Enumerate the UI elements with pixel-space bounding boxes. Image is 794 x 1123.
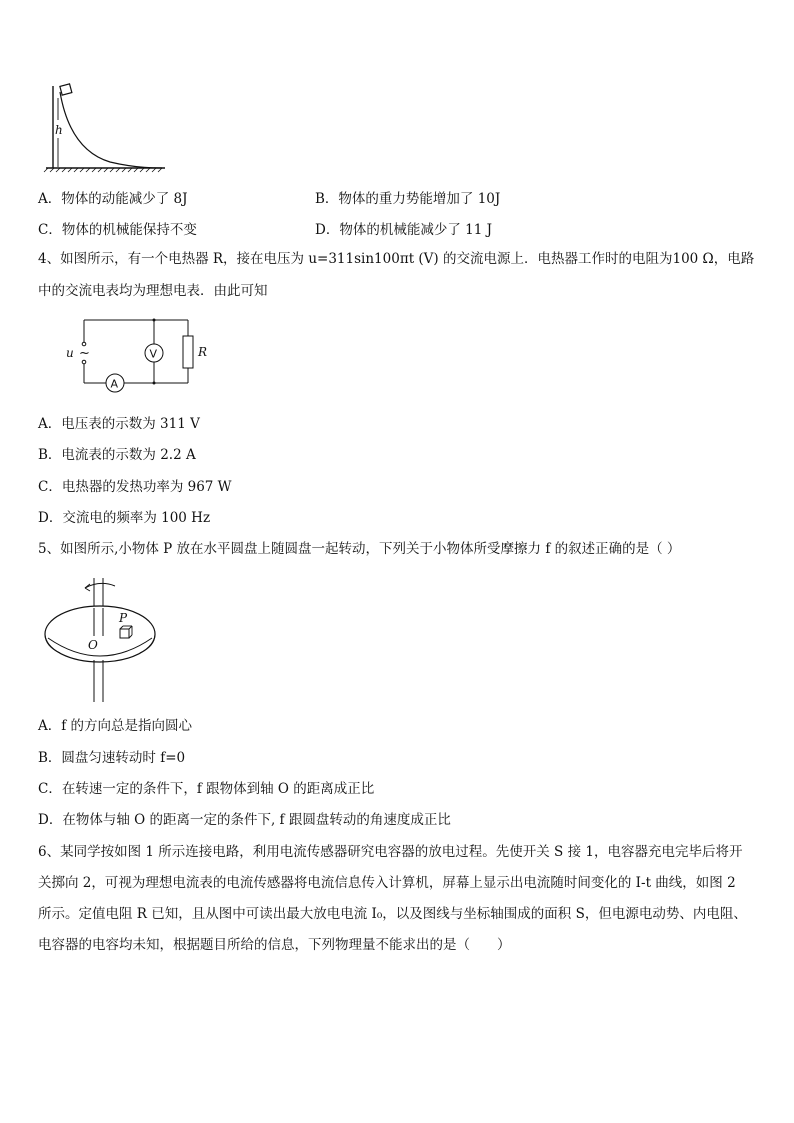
q5-option-d: D．在物体与轴 O 的距离一定的条件下, f 跟圆盘转动的角速度成正比 [38, 812, 451, 828]
slope-figure [40, 80, 170, 170]
q4-option-b: B．电流表的示数为 2.2 A [38, 447, 196, 463]
q5-option-c: C．在转速一定的条件下，f 跟物体到轴 O 的距离成正比 [38, 781, 375, 797]
ac-symbol: ~ [79, 346, 90, 361]
circuit-figure [62, 314, 222, 394]
q6-stem-line2: 关掷向 2，可视为理想电流表的电流传感器将电流信息传入计算机，屏幕上显示出电流随时间变化的 I-t 曲线，如图 2 [38, 875, 736, 891]
height-label: h [55, 123, 63, 137]
q3-option-d: D．物体的机械能减少了 11 J [315, 222, 492, 238]
ammeter-label: A [110, 377, 119, 391]
q5-option-a: A．f 的方向总是指向圆心 [38, 718, 193, 734]
rotating-disc-figure [40, 574, 170, 704]
q3-option-a: A．物体的动能减少了 8J [38, 191, 188, 207]
voltmeter-label: V [149, 347, 158, 361]
q5-option-b: B．圆盘匀速转动时 f=0 [38, 750, 186, 766]
q4-option-a: A．电压表的示数为 311 V [38, 416, 200, 432]
q6-stem-line4: 电容器的电容均未知，根据题目所给的信息，下列物理量不能求出的是（ ） [38, 937, 511, 953]
q3-option-b: B．物体的重力势能增加了 10J [315, 191, 501, 207]
q6-stem-line3: 所示。定值电阻 R 已知，且从图中可读出最大放电电流 I₀，以及图线与坐标轴围成的面积 S，但电源电动势、内电阻、 [38, 906, 747, 922]
source-u-label: u [66, 346, 74, 360]
resistor-label: R [198, 345, 208, 359]
q5-stem: 5、如图所示,小物体 P 放在水平圆盘上随圆盘一起转动，下列关于小物体所受摩擦力 f 的叙述正确的是（ ） [38, 541, 681, 557]
q4-stem-line1: 4、如图所示，有一个电热器 R，接在电压为 u=311sin100πt (V) 的交流电源上．电热器工作时的电阻为100 Ω，电路 [38, 251, 755, 267]
q3-option-c: C．物体的机械能保持不变 [38, 222, 197, 238]
q4-option-c: C．电热器的发热功率为 967 W [38, 479, 232, 495]
q4-stem-line2: 中的交流电表均为理想电表．由此可知 [38, 283, 268, 299]
q6-stem-line1: 6、某同学按如图 1 所示连接电路，利用电流传感器研究电容器的放电过程。先使开关 S 接 1，电容器充电完毕后将开 [38, 844, 743, 860]
object-p-label: P [119, 611, 128, 625]
axis-o-label: O [88, 638, 98, 652]
q4-option-d: D．交流电的频率为 100 Hz [38, 510, 211, 526]
